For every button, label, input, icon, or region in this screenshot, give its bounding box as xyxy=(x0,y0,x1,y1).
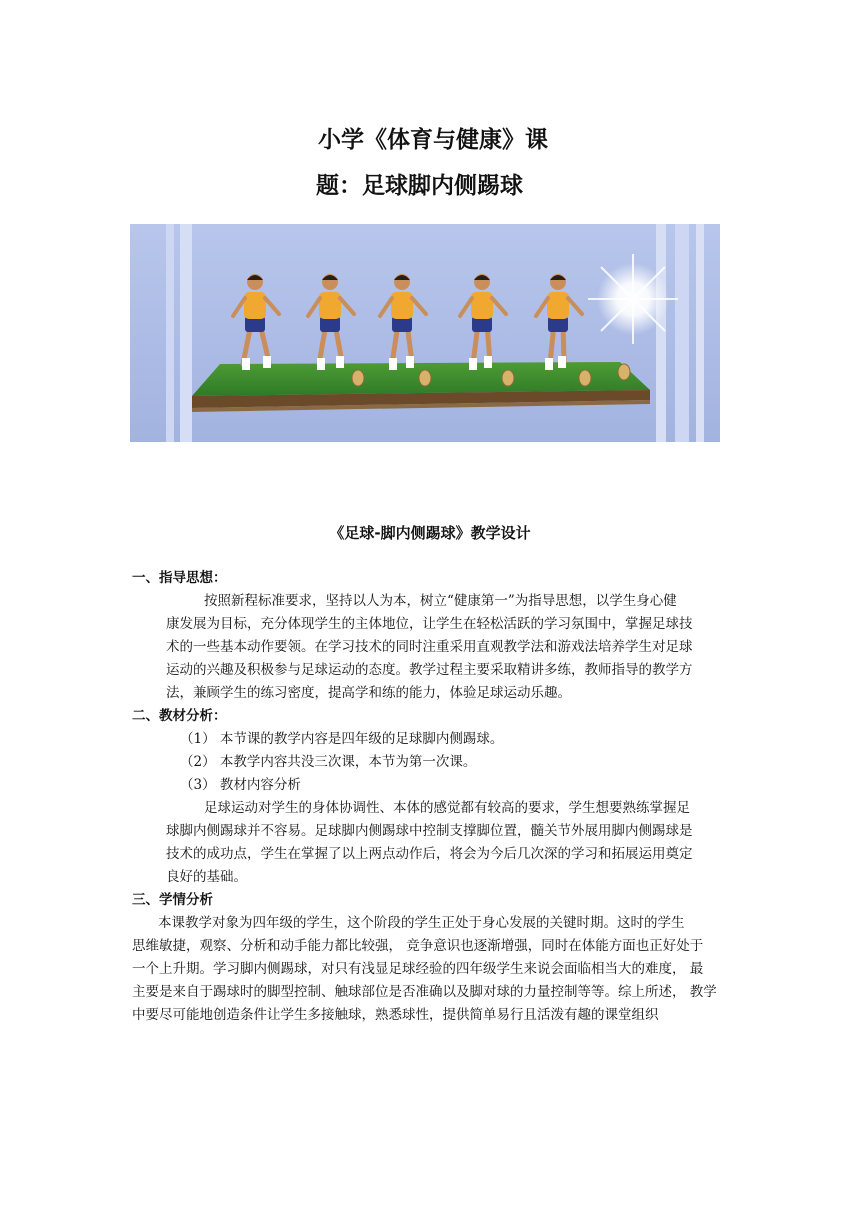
section-2-line: 良好的基础。 xyxy=(166,869,247,885)
document-subtitle: 《足球-脚内侧踢球》教学设计 xyxy=(329,524,531,542)
page-title-line-1: 小学《体育与健康》课 xyxy=(318,127,548,153)
section-2-item: （1） 本节课的教学内容是四年级的足球脚内侧踢球。 xyxy=(180,731,504,747)
section-2-item: （2） 本教学内容共没三次课，本节为第一次课。 xyxy=(180,754,477,770)
section-2-heading: 二、教材分析： xyxy=(132,708,227,724)
soccer-kick-illustration xyxy=(130,224,720,442)
section-1-line: 运动的兴趣及积极参与足球运动的态度。教学过程主要采取精讲多练，教师指导的教学方 xyxy=(166,662,693,678)
section-1-line: 康发展为目标，充分体现学生的主体地位，让学生在轻松活跃的学习氛围中，掌握足球技 xyxy=(166,616,693,632)
section-3-line: 中要尽可能地创造条件让学生多接触球，熟悉球性，提供简单易行且活泼有趣的课堂组织 xyxy=(132,1007,659,1023)
section-2-line: 足球运动对学生的身体协调性、本体的感觉都有较高的要求，学生想要熟练掌握足 xyxy=(204,800,690,816)
soccer-ball-icon xyxy=(618,364,630,380)
section-3-line: 思维敏捷，观察、分析和动手能力都比较强， 竞争意识也逐渐增强，同时在体能方面也正好处于 xyxy=(132,938,704,954)
section-2-line: 球脚内侧踢球并不容易。足球脚内侧踢球中控制支撑脚位置，髓关节外展用脚内侧踢球是 xyxy=(166,823,693,839)
soccer-ball-icon xyxy=(579,370,591,386)
soccer-ball-icon xyxy=(502,370,514,386)
soccer-ball-icon xyxy=(352,370,364,386)
section-3-line: 一个上升期。学习脚内侧踢球，对只有浅显足球经验的四年级学生来说会面临相当大的难度， 最 xyxy=(132,961,704,977)
section-3-line: 本课教学对象为四年级的学生，这个阶段的学生正处于身心发展的关键时期。这时的学生 xyxy=(158,915,685,931)
section-3-heading: 三、学情分析 xyxy=(132,892,213,908)
section-1-heading: 一、指导思想： xyxy=(132,570,227,586)
page-title-line-2: 题：足球脚内侧踢球 xyxy=(316,173,523,199)
soccer-ball-icon xyxy=(419,370,431,386)
section-3-line: 主要是来自于踢球时的脚型控制、触球部位是否准确以及脚对球的力量控制等等。综上所述， 教学 xyxy=(132,984,717,1000)
section-2-line: 技术的成功点，学生在掌握了以上两点动作后，将会为今后几次深的学习和拓展运用奠定 xyxy=(166,846,693,862)
section-1-line: 按照新程标准要求，坚持以人为本，树立“健康第一”为指导思想，以学生身心健 xyxy=(204,593,677,609)
section-1-line: 法，兼顾学生的练习密度，提高学和练的能力，体验足球运动乐趣。 xyxy=(166,685,571,701)
section-1-line: 术的一些基本动作要领。在学习技术的同时注重采用直观教学法和游戏法培养学生对足球 xyxy=(166,639,693,655)
section-2-item: （3） 教材内容分析 xyxy=(180,777,301,793)
